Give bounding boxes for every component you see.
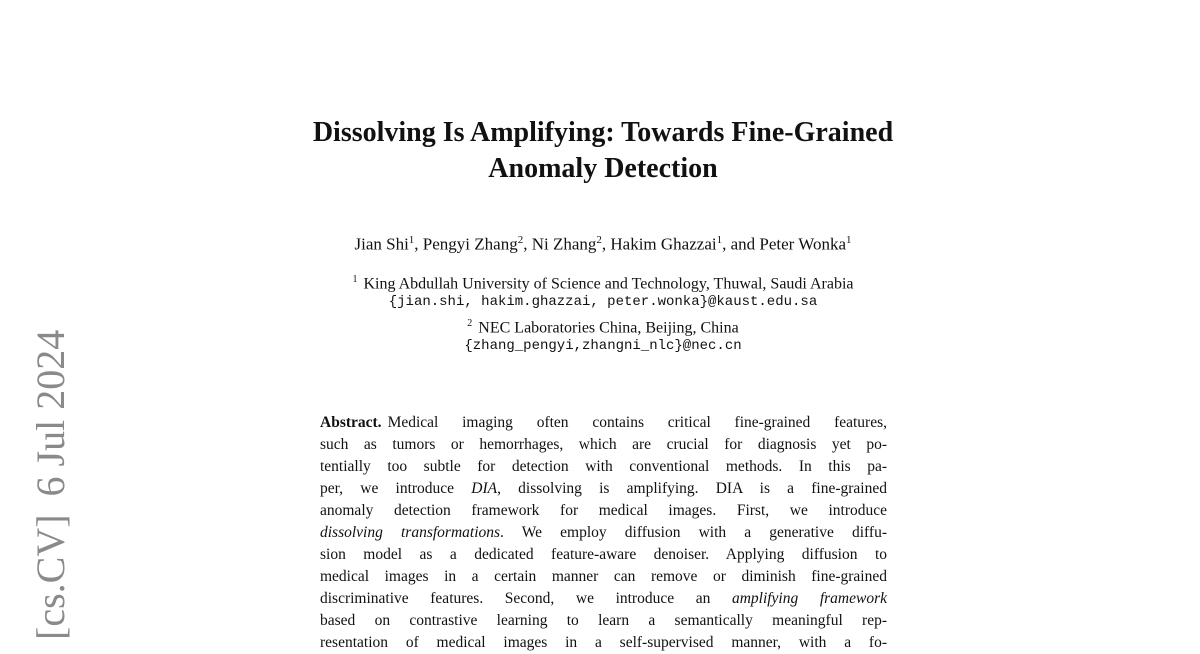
author-name: and Peter Wonka — [730, 234, 846, 254]
abstract-line — [320, 412, 887, 434]
paper-title — [200, 115, 1006, 187]
abstract-text: per, we introduce — [320, 480, 472, 497]
affiliation-2 — [200, 313, 1006, 335]
author-affiliation-mark: 1 — [846, 234, 852, 246]
affiliation-1-email: {jian.shi, hakim.ghazzai, peter.wonka}@kaust.edu.sa — [388, 294, 818, 310]
abstract-emphasis: DIA — [471, 480, 498, 497]
abstract-line: sion model as a dedicated feature-aware denoiser. Applying diffusion to — [320, 546, 887, 563]
abstract-line: resentation of medical images in a self-supervised manner, with a fo- — [320, 634, 887, 651]
abstract-line: anomaly detection framework for medical images. First, we introduce — [320, 502, 887, 519]
abstract-line — [320, 478, 887, 500]
arxiv-identifier — [24, 320, 78, 640]
author-affiliation-mark: 1 — [408, 234, 415, 246]
affiliation-number: 2 — [467, 318, 473, 329]
abstract-line — [320, 588, 887, 610]
abstract-emphasis: amplifying framework — [731, 590, 887, 607]
affiliation-text: King Abdullah University of Science and Technology, Thuwal, Saudi Arabia — [363, 275, 854, 293]
abstract-line: such as tumors or hemorrhages, which are crucial for diagnosis yet po- — [320, 436, 887, 453]
abstract-text: . We employ diffusion with a generative diffu- — [500, 524, 887, 541]
author-name: Ni Zhang — [531, 234, 597, 254]
abstract-emphasis: dissolving transformations — [320, 524, 501, 541]
author-list: Jian Shi$^1$, Pengyi Zhang$^2$, Ni Zhang$^2$, Hakim Ghazzai$^1$, and Peter Wonka$^1$ — [354, 234, 852, 254]
abstract-text: Medical imaging often contains critical fine-grained features, — [387, 414, 887, 431]
affiliation-1 — [200, 269, 1006, 291]
affiliation-2-email: {zhang_pengyi,zhangni_nlc}@nec.cn — [464, 338, 742, 354]
author-affiliation-mark: 2 — [596, 234, 602, 246]
affiliation-number: 1 — [352, 274, 358, 285]
abstract-text: discriminative features. Second, we introduce an — [320, 590, 732, 607]
affiliations — [200, 269, 1006, 357]
abstract-line: based on contrastive learning to learn a semantically meaningful rep- — [320, 612, 887, 629]
author-name: Hakim Ghazzai — [610, 234, 717, 254]
author-name: Jian Shi — [354, 234, 409, 254]
arxiv-category: [cs.CV] — [28, 514, 73, 640]
affiliation-text: NEC Laboratories China, Beijing, China — [478, 319, 739, 337]
abstract-text: , dissolving is amplifying. DIA is a fine-grained — [497, 480, 887, 497]
abstract-line — [320, 522, 887, 544]
author-affiliation-mark: 1 — [716, 234, 723, 246]
title-line-1: Dissolving Is Amplifying: Towards Fine-Grained — [312, 117, 894, 148]
abstract — [320, 412, 887, 654]
author-affiliation-mark: 2 — [517, 234, 524, 246]
abstract-line: tentially too subtle for detection with conventional methods. In this pa- — [320, 458, 887, 475]
title-line-2: Anomaly Detection — [488, 153, 718, 184]
abstract-heading: Abstract. — [320, 414, 382, 431]
abstract-line: medical images in a certain manner can remove or diminish fine-grained — [320, 568, 887, 585]
author-name: Pengyi Zhang — [422, 234, 518, 254]
arxiv-date: 6 Jul 2024 — [28, 329, 73, 497]
